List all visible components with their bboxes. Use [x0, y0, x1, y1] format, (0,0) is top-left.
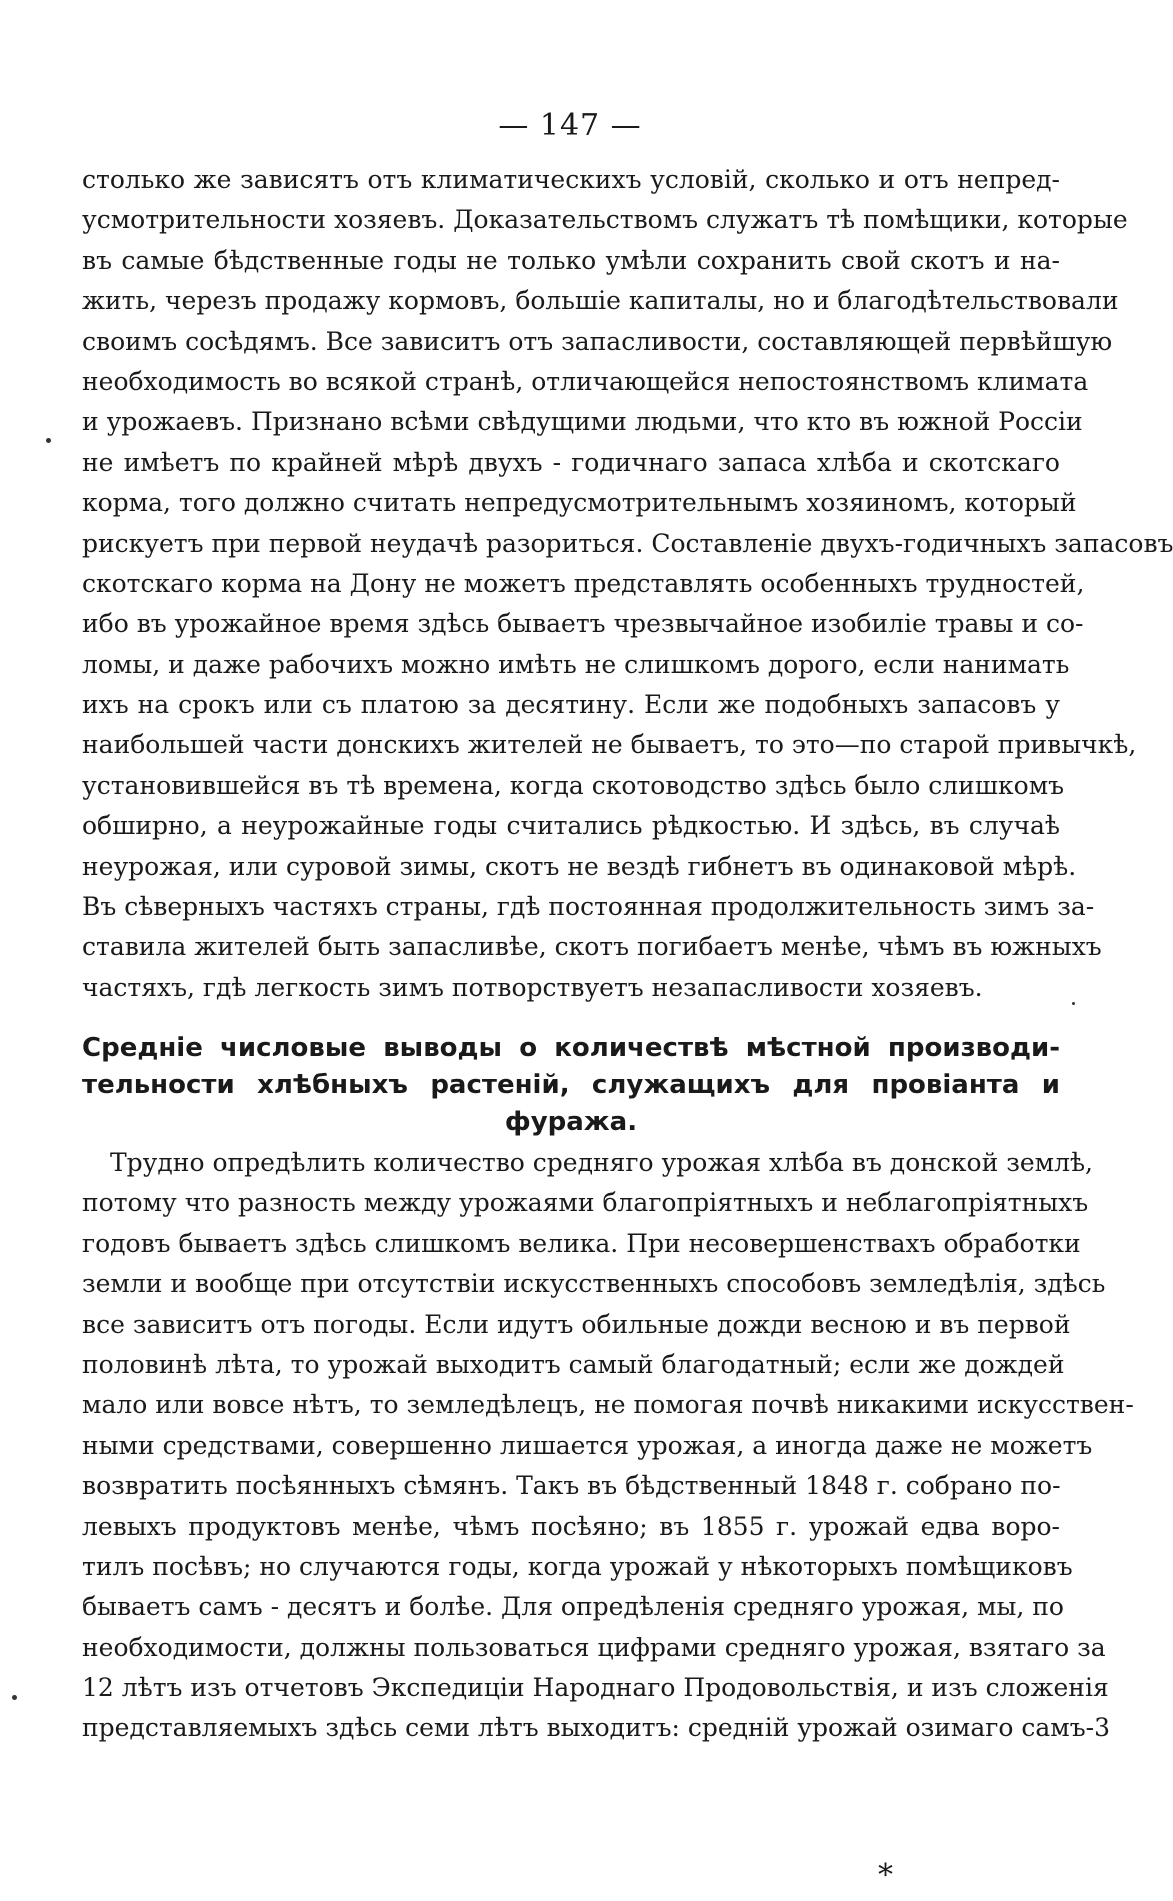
- text-line: возвратить посѣянныхъ сѣмянъ. Такъ въ бѣдственный 1848 г. собрано по-: [82, 1471, 1061, 1501]
- text-line: частяхъ, гдѣ легкость зимъ потворствуетъ незапасливости хозяевъ.: [82, 972, 983, 1002]
- text-line: Въ сѣверныхъ частяхъ страны, гдѣ постоянная продолжительность зимъ за-: [82, 892, 1095, 922]
- text-line: 12 лѣтъ изъ отчетовъ Экспедиціи Народнаго Продовольствія, и изъ сложенія: [82, 1673, 1109, 1703]
- text-line: годовъ бываетъ здѣсь слишкомъ велика. При несовершенствахъ обработки: [82, 1228, 1081, 1258]
- text-line: Трудно опредѣлить количество средняго урожая хлѣба въ донской землѣ,: [110, 1148, 1093, 1177]
- paragraph-2: [82, 1143, 1134, 1749]
- heading-line: Средніе числовые выводы о количествѣ мѣстной производи-: [82, 1033, 1060, 1063]
- text-line: скотскаго корма на Дону не можетъ представлять особенныхъ трудностей,: [82, 568, 1085, 598]
- text-line: левыхъ продуктовъ менѣе, чѣмъ посѣяно; въ 1855 г. урожай едва воро-: [82, 1511, 1060, 1541]
- text-line: столько же зависятъ отъ климатическихъ условій, сколько и отъ непред-: [82, 165, 1060, 194]
- text-line: своимъ сосѣдямъ. Все зависитъ отъ запасливости, составляющей первѣйшую: [82, 326, 1113, 356]
- section-heading: [82, 1030, 1060, 1141]
- text-line: рискуетъ при первой неудачѣ разориться. Составленіе двухъ-годичныхъ запасовъ: [82, 528, 1173, 558]
- paragraph-1: [82, 160, 1173, 1008]
- text-line: бываетъ самъ - десятъ и болѣе. Для опредѣленія средняго урожая, мы, по: [82, 1592, 1064, 1622]
- text-line: наибольшей части донскихъ жителей не бываетъ, то это—по старой привычкѣ,: [82, 730, 1137, 760]
- text-line: половинѣ лѣта, то урожай выходитъ самый благодатный; если же дождей: [82, 1349, 1065, 1379]
- print-speck: [12, 1695, 17, 1700]
- text-line: необходимость во всякой странѣ, отличающейся непостоянствомъ климата: [82, 366, 1089, 396]
- text-line: представляемыхъ здѣсь семи лѣтъ выходитъ: средній урожай озимаго самъ-3: [82, 1713, 1110, 1743]
- text-line: ными средствами, совершенно лишается урожая, а иногда даже не можетъ: [82, 1430, 1093, 1460]
- text-line: все зависитъ отъ погоды. Если идутъ обильные дожди весною и въ первой: [82, 1309, 1071, 1339]
- text-line: усмотрительности хозяевъ. Доказательствомъ служатъ тѣ помѣщики, которые: [82, 205, 1128, 235]
- text-line: въ самые бѣдственные годы не только умѣли сохранить свой скотъ и на-: [82, 245, 1060, 275]
- text-line: мало или вовсе нѣтъ, то земледѣлецъ, не помогая почвѣ никакими искусствен-: [82, 1390, 1134, 1420]
- text-line: земли и вообще при отсутствіи искусственныхъ способовъ земледѣлія, здѣсь: [82, 1269, 1106, 1299]
- text-line: не имѣетъ по крайней мѣрѣ двухъ - годичнаго запаса хлѣба и скотскаго: [82, 447, 1060, 477]
- text-line: ломы, и даже рабочихъ можно имѣть не слишкомъ дорого, если нанимать: [82, 649, 1070, 679]
- page-number: — 147 —: [498, 108, 642, 143]
- text-line: неурожая, или суровой зимы, скотъ не вездѣ гибнетъ въ одинаковой мѣрѣ.: [82, 851, 1077, 881]
- text-line: ибо въ урожайное время здѣсь бываетъ чрезвычайное изобиліе травы и со-: [82, 609, 1084, 639]
- text-line: жить, черезъ продажу кормовъ, большіе капиталы, но и благодѣтельствовали: [82, 286, 1119, 316]
- print-speck: [1072, 1002, 1075, 1005]
- text-line: ставила жителей быть запасливѣе, скотъ погибаетъ менѣе, чѣмъ въ южныхъ: [82, 932, 1102, 962]
- text-line: ихъ на срокъ или съ платою за десятину. Если же подобныхъ запасовъ у: [82, 690, 1060, 720]
- heading-line: тельности хлѣбныхъ растеній, служащихъ для провіанта и: [82, 1070, 1060, 1100]
- text-line: установившейся въ тѣ времена, когда скотоводство здѣсь было слишкомъ: [82, 770, 1065, 800]
- text-line: потому что разность между урожаями благопріятныхъ и неблагопріятныхъ: [82, 1188, 1089, 1218]
- text-line: обширно, а неурожайные годы считались рѣдкостью. И здѣсь, въ случаѣ: [82, 811, 1060, 841]
- text-line: корма, того должно считать непредусмотрительнымъ хозяиномъ, который: [82, 488, 1077, 518]
- text-line: необходимости, должны пользоваться цифрами средняго урожая, взятаго за: [82, 1632, 1106, 1662]
- text-line: и урожаевъ. Признано всѣми свѣдущими людьми, что кто въ южной Россіи: [82, 407, 1083, 437]
- print-speck: [46, 438, 51, 443]
- signature-mark: *: [878, 1858, 893, 1893]
- heading-line: фуража.: [504, 1107, 638, 1137]
- text-line: тилъ посѣвъ; но случаются годы, когда урожай у нѣкоторыхъ помѣщиковъ: [82, 1551, 1073, 1581]
